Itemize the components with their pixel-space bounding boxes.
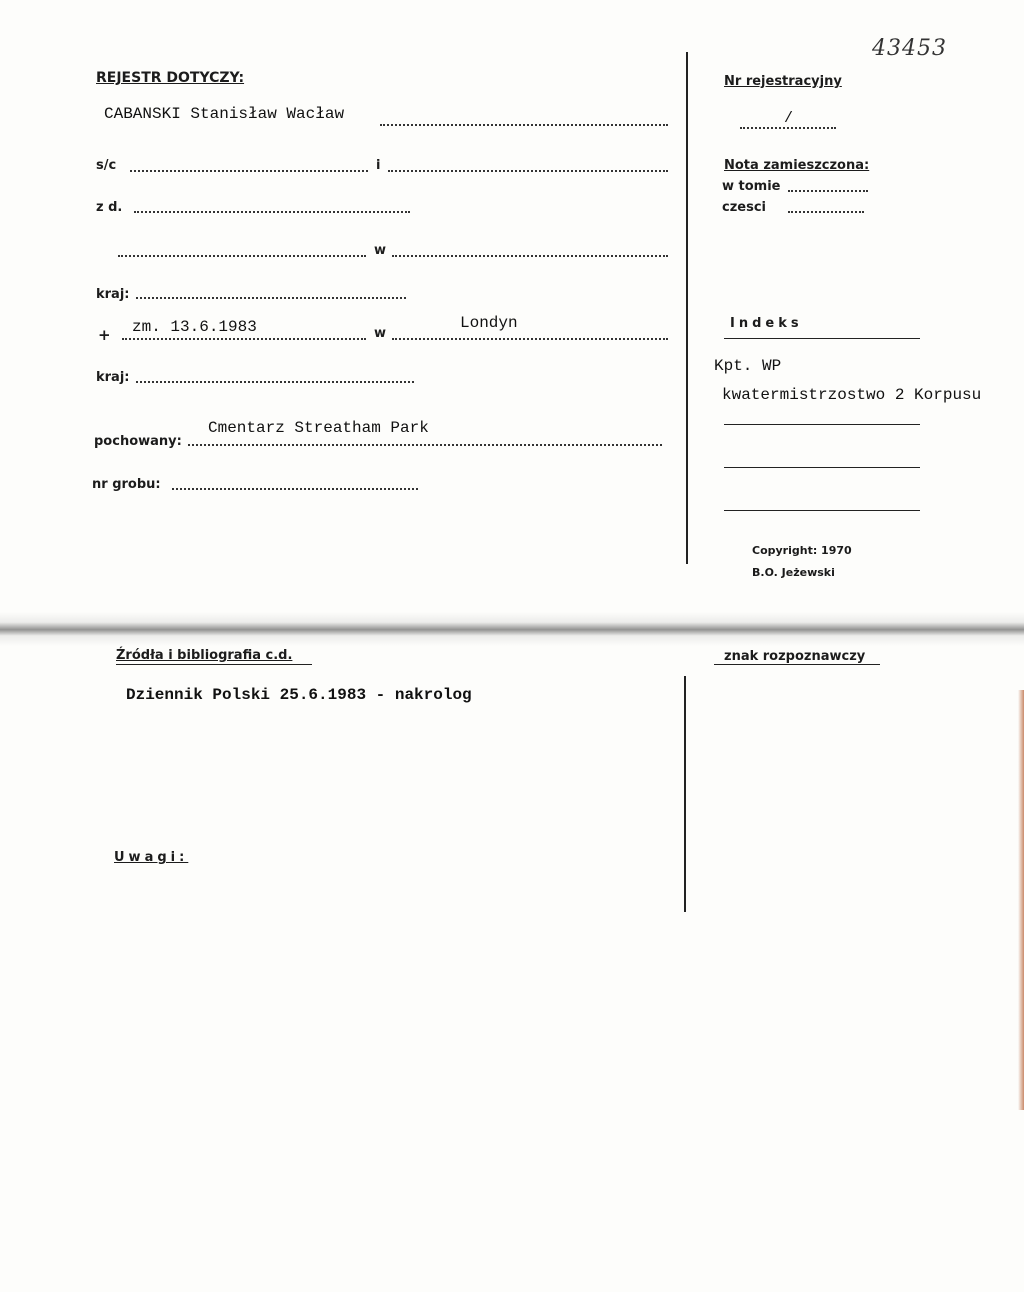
part-label: czesci bbox=[722, 200, 766, 215]
sc-dotted-line bbox=[130, 170, 368, 172]
index-entry-2: kwatermistrzostwo 2 Korpusu bbox=[722, 386, 982, 404]
sources-value: Dziennik Polski 25.6.1983 - nakrolog bbox=[126, 686, 472, 704]
sources-label: Źródła i bibliografia c.d. bbox=[116, 648, 293, 663]
index-rule-2 bbox=[724, 424, 920, 425]
copyright-line-1: Copyright: 1970 bbox=[752, 544, 852, 557]
registration-dotted-line bbox=[740, 127, 836, 129]
buried-dotted-line bbox=[188, 444, 662, 446]
death-date: zm. 13.6.1983 bbox=[132, 318, 257, 336]
person-name: CABANSKI Stanisław Wacław bbox=[104, 105, 345, 123]
tome-dotted-line bbox=[788, 190, 868, 192]
kraj-dotted-line-2 bbox=[136, 381, 414, 383]
death-date-dotted-line bbox=[122, 338, 366, 340]
zd-label: z d. bbox=[96, 200, 123, 215]
paper-fold bbox=[0, 612, 1024, 646]
index-rule-1 bbox=[724, 338, 920, 339]
part-dotted-line bbox=[788, 211, 864, 213]
grave-number-label: nr grobu: bbox=[92, 477, 161, 492]
register-heading: REJESTR DOTYCZY: bbox=[96, 70, 245, 86]
edge-stain bbox=[1018, 690, 1024, 1110]
index-label: Indeks bbox=[730, 316, 803, 331]
identification-sign-rule bbox=[714, 664, 880, 665]
identification-sign-label: znak rozpoznawczy bbox=[724, 649, 866, 664]
handwritten-number: 43453 bbox=[872, 36, 947, 61]
kraj-dotted-line-1 bbox=[136, 297, 406, 299]
sc-label: s/c bbox=[96, 158, 117, 173]
w-label-1: w bbox=[374, 243, 387, 258]
column-divider-lower bbox=[684, 676, 686, 912]
burial-place: Cmentarz Streatham Park bbox=[208, 419, 429, 437]
birthplace-dotted-line bbox=[118, 255, 366, 257]
w-dotted-line-1 bbox=[392, 255, 668, 257]
name-dotted-line bbox=[380, 124, 668, 126]
died-mark: + bbox=[98, 326, 111, 344]
death-place: Londyn bbox=[460, 314, 518, 332]
w-label-2: w bbox=[374, 326, 387, 341]
death-place-dotted-line bbox=[392, 338, 668, 340]
buried-label: pochowany: bbox=[94, 434, 182, 449]
column-divider-upper bbox=[686, 52, 688, 564]
tome-label: w tomie bbox=[722, 179, 781, 194]
index-entry-1: Kpt. WP bbox=[714, 357, 782, 375]
remarks-label: Uwagi: bbox=[114, 850, 189, 865]
zd-dotted-line bbox=[134, 211, 410, 213]
grave-dotted-line bbox=[172, 488, 418, 490]
sources-rule bbox=[116, 664, 312, 665]
registration-number-label: Nr rejestracyjny bbox=[724, 74, 842, 89]
sc-i-label: i bbox=[376, 158, 381, 173]
note-label: Nota zamieszczona: bbox=[724, 158, 870, 173]
kraj-label-2: kraj: bbox=[96, 370, 130, 385]
registration-number-value: / bbox=[784, 110, 794, 127]
index-rule-3 bbox=[724, 467, 920, 468]
sc-i-dotted-line bbox=[388, 170, 668, 172]
copyright-line-2: B.O. Jeżewski bbox=[752, 566, 835, 579]
kraj-label-1: kraj: bbox=[96, 287, 130, 302]
index-rule-4 bbox=[724, 510, 920, 511]
